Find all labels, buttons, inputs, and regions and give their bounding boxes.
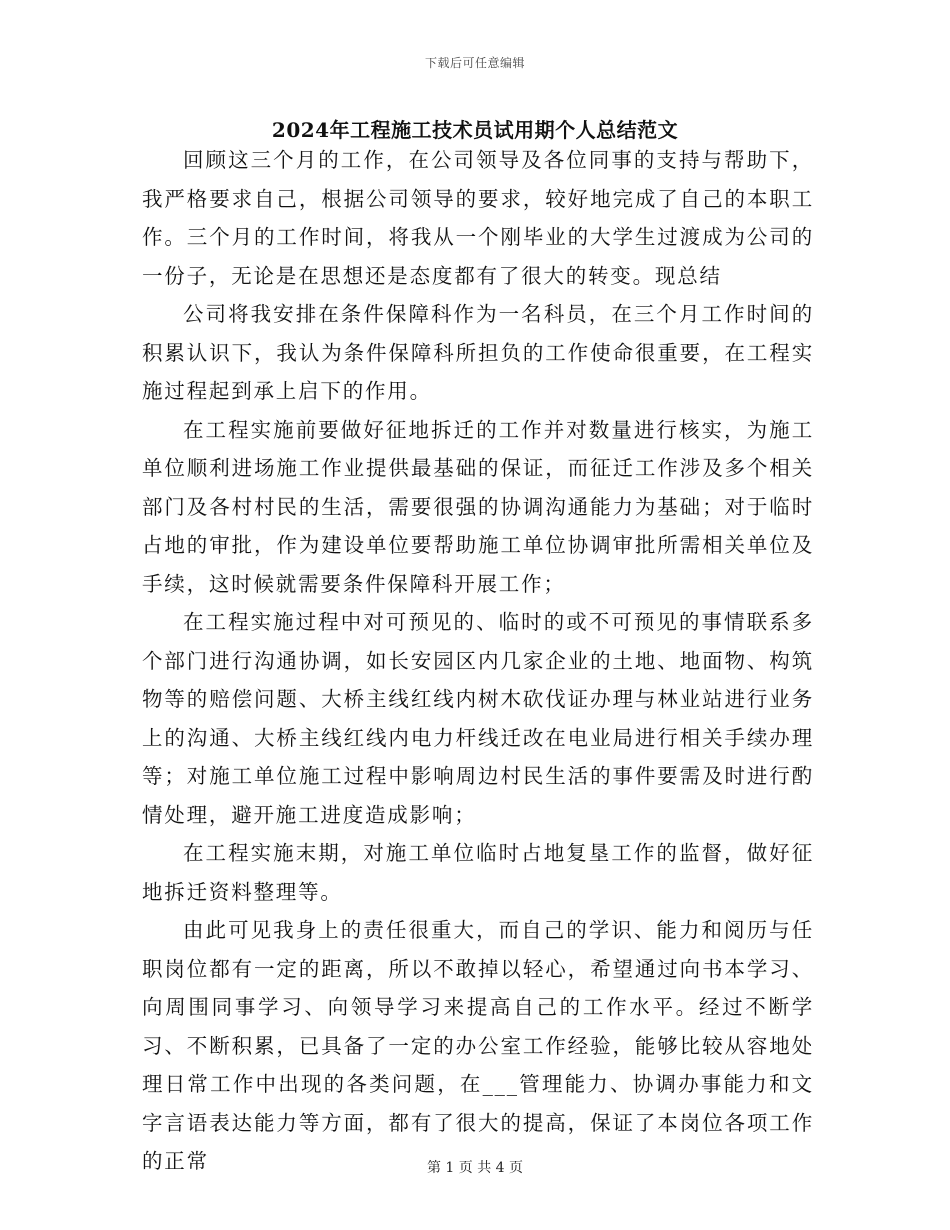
document-body bbox=[142, 141, 814, 1181]
paragraph-5: 在工程实施末期，对施工单位临时占地复垦工作的监督，做好征地拆迁资料整理等。 bbox=[142, 841, 814, 904]
paragraph-1: 回顾这三个月的工作，在公司领导及各位同事的支持与帮助下，我严格要求自己，根据公司领导的要求，较好地完成了自己的本职工作。三个月的工作时间，将我从一个刚毕业的大学生过渡成为公司的一份子，无论是在思想还是态度都有了很大的转变。现总结 bbox=[142, 148, 814, 288]
document-title: 2024年工程施工技术员试用期个人总结范文 bbox=[271, 118, 679, 142]
paragraph-6: 由此可见我身上的责任很重大，而自己的学识、能力和阅历与任职岗位都有一定的距离，所以不敢掉以轻心，希望通过向书本学习、向周围同事学习、向领导学习来提高自己的工作水平。经过不断学习、不断积累，已具备了一定的办公室工作经验，能够比较从容地处理日常工作中出现的各类问题，在___管理能力、协调办事能力和文字言语表达能力等方面，都有了很大的提高，保证了本岗位各项工作的正常 bbox=[142, 918, 814, 1173]
paragraph-4: 在工程实施过程中对可预见的、临时的或不可预见的事情联系多个部门进行沟通协调，如长安园区内几家企业的土地、地面物、构筑物等的赔偿问题、大桥主线红线内树木砍伐证办理与林业站进行业务上的沟通、大桥主线红线内电力杆线迁改在电业局进行相关手续办理等；对施工单位施工过程中影响周边村民生活的事件要需及时进行酌情处理，避开施工进度造成影响； bbox=[142, 610, 814, 827]
paragraph-2: 公司将我安排在条件保障科作为一名科员，在三个月工作时间的积累认识下，我认为条件保障科所担负的工作使命很重要，在工程实施过程起到承上启下的作用。 bbox=[142, 302, 814, 403]
page-number-footer: 第 1 页 共 4 页 bbox=[426, 1160, 524, 1176]
paragraph-3: 在工程实施前要做好征地拆迁的工作并对数量进行核实，为施工单位顺利进场施工作业提供最基础的保证，而征迁工作涉及多个相关部门及各村村民的生活，需要很强的协调沟通能力为基础；对于临时占地的审批，作为建设单位要帮助施工单位协调审批所需相关单位及手续，这时候就需要条件保障科开展工作； bbox=[142, 417, 814, 596]
page-header-note: 下载后可任意编辑 bbox=[424, 56, 525, 70]
